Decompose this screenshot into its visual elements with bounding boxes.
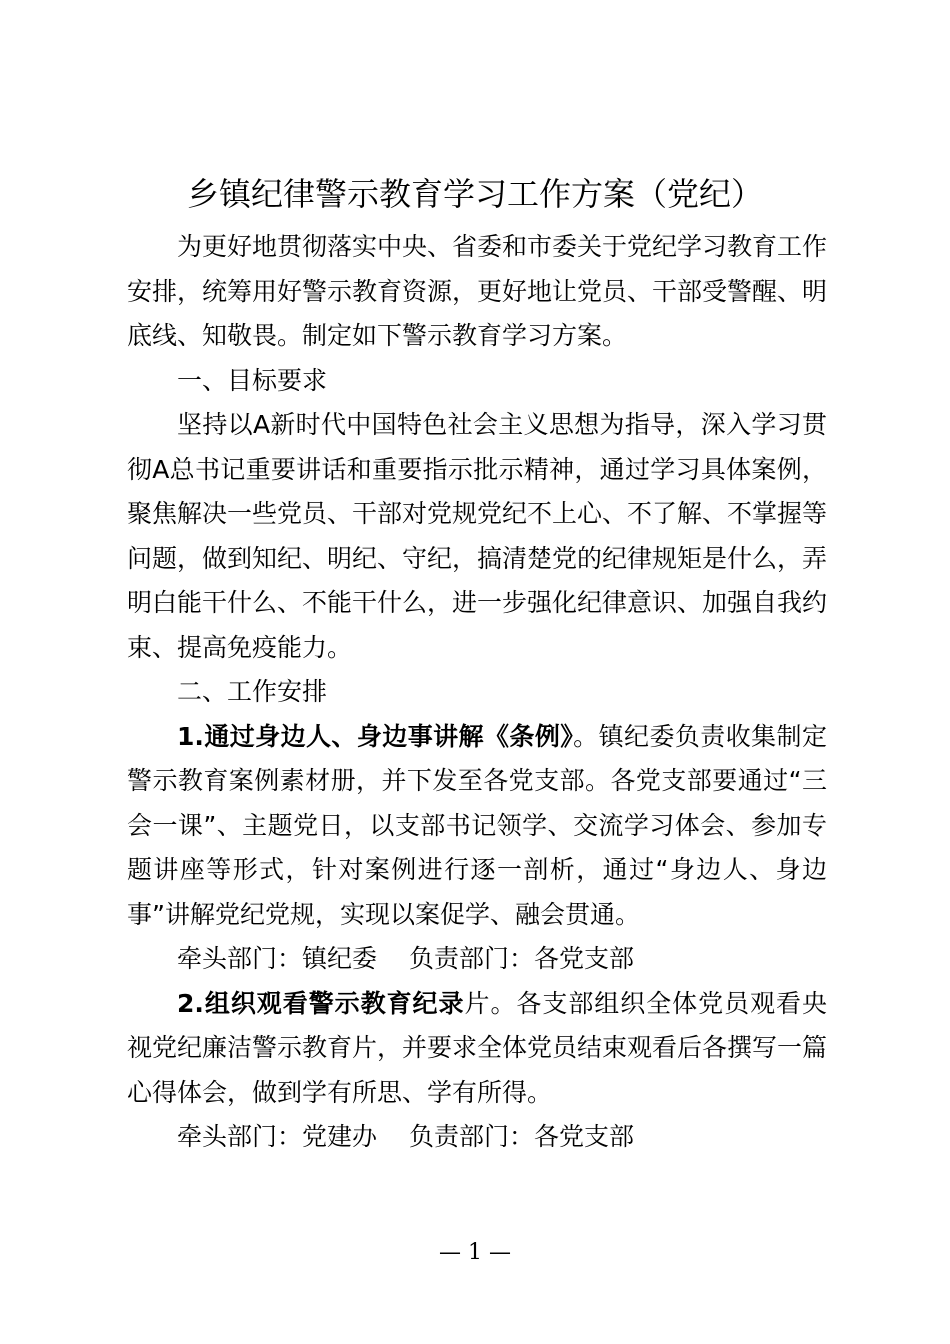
- item2-lead-dept: 牵头部门：党建办: [177, 1122, 378, 1151]
- item1-departments: [127, 937, 827, 982]
- item2-text: 片。各支部组织全体党员观看央视党纪廉洁警示教育片，并要求全体党员结束观看后各撰写一篇心得体会，做到学有所思、学有所得。: [127, 988, 828, 1107]
- item1-paragraph: [127, 715, 827, 938]
- intro-paragraph: 为更好地贯彻落实中央、省委和市委关于党纪学习教育工作安排，统筹用好警示教育资源，更好地让党员、干部受警醒、明底线、知敬畏。制定如下警示教育学习方案。: [127, 232, 828, 350]
- item2-bold-heading: 2.组织观看警示教育纪录: [177, 988, 465, 1018]
- item1-text: 。镇纪委负责收集制定警示教育案例素材册，并下发至各党支部。各党支部要通过“三会一课”、主题党日，以支部书记领学、交流学习体会、参加专题讲座等形式，针对案例进行逐一剖析，通过“身边人、身边事”讲解党纪党规，实现以案促学、融会贯通。: [127, 721, 827, 929]
- item1-resp-dept: 负责部门：各党支部: [409, 944, 635, 973]
- section1-paragraph: 坚持以A新时代中国特色社会主义思想为指导，深入学习贯彻A总书记重要讲话和重要指示批示精神，通过学习具体案例，聚焦解决一些党员、干部对党规党纪不上心、不了解、不掌握等问题，做到知纪、明纪、守纪，搞清楚党的纪律规矩是什么，弄明白能干什么、不能干什么，进一步强化纪律意识、加强自我约束、提高免疫能力。: [127, 410, 828, 662]
- item1-lead-dept: 牵头部门：镇纪委: [177, 944, 378, 973]
- section1-heading: 一、目标要求: [177, 365, 328, 395]
- item2-departments: [127, 1115, 827, 1160]
- page-number: — 1 —: [439, 1240, 511, 1265]
- document-title: 乡镇纪律警示教育学习工作方案（党纪）: [186, 175, 763, 213]
- document-body: [127, 225, 827, 1160]
- item1-bold-heading: 1.通过身边人、身边事讲解《条例》: [177, 721, 574, 751]
- item2-paragraph: [127, 982, 827, 1116]
- item2-resp-dept: 负责部门：各党支部: [409, 1122, 635, 1151]
- section2-heading: 二、工作安排: [177, 677, 328, 706]
